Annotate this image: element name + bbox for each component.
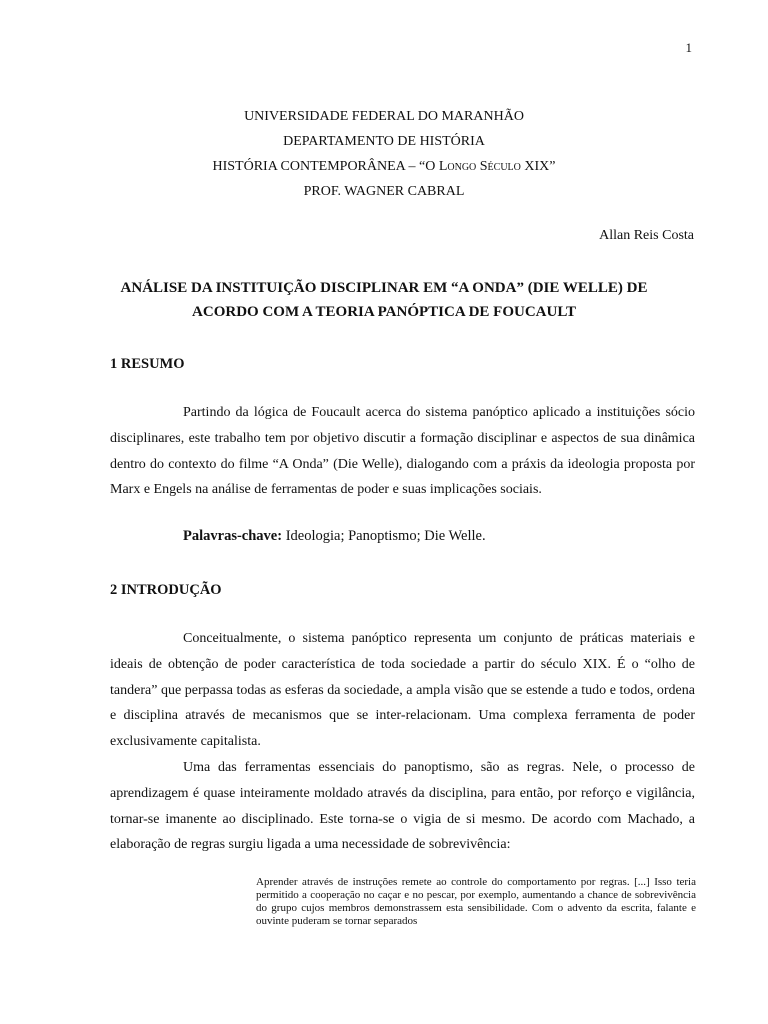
page-number: 1 [685,40,692,55]
course-suffix: ” [549,159,556,174]
document-header [0,104,768,204]
department-name: DEPARTAMENTO DE HISTÓRIA [283,134,485,149]
section-heading-resumo: 1 RESUMO [110,356,185,372]
intro-paragraph-2: Uma das ferramentas essenciais do panoptismo, são as regras. Nele, o processo de aprendizagem é quase inteiramente moldado através da disciplina, para então, por reforço e vigilância, tornar-se imanente ao disciplinado. Este torna-se o vigia de si mesmo. De acordo com Machado, a elaboração de regras surgiu ligada a uma necessidade de sobrevivência: [110,760,695,853]
keywords-label: Palavras-chave: [183,528,283,544]
resumo-paragraph: Partindo da lógica de Foucault acerca do sistema panóptico aplicado a instituições sócio disciplinares, este trabalho tem por objetivo discutir a formação disciplinar e aspectos de sua dinâmica dentro do contexto do filme “A Onda” (Die Welle), dialogando com a práxis da ideologia proposta por Marx e Engels na análise de ferramentas de poder e suas implicações sociais. [110,405,695,498]
course-name [0,154,768,179]
keywords-list: Ideologia; Panoptismo; Die Welle. [282,528,486,544]
author-name: Allan Reis Costa [599,228,694,243]
course-prefix: HISTÓRIA CONTEMPORÂNEA – “ [212,159,426,174]
intro-paragraph-1: Conceitualmente, o sistema panóptico representa um conjunto de práticas materiais e ideais de obtenção de poder característica de toda sociedade a partir do século XIX. É o “olho de tandera” que perpassa todas as esferas da sociedade, a ampla visão que se estende a tudo e todos, ordena e disciplina através de mecanismos que se inter-relacionam. Uma complexa ferramenta de poder exclusivamente capitalista. [110,631,695,750]
document-title: ANÁLISE DA INSTITUIÇÃO DISCIPLINAR EM “A ONDA” (DIE WELLE) DE ACORDO COM A TEORIA PANÓPTICA DE FOUCAULT [120,280,648,320]
section-heading-introducao: 2 INTRODUÇÃO [110,582,222,598]
keywords-line [183,528,486,545]
university-name: UNIVERSIDADE FEDERAL DO MARANHÃO [244,109,524,124]
block-quote: Aprender através de instruções remete ao controle do comportamento por regras. [...] Isso teria permitido a cooperação no caçar e no pescar, por exemplo, aumentando a chance de sobrevivência do grupo cujos membros demonstrassem esta sensibilidade. Com o advento da escrita, falante e ouvinte puderam se tornar separados [256,876,696,927]
course-title: O Longo Século XIX [425,159,550,174]
professor-name: PROF. WAGNER CABRAL [303,184,465,199]
